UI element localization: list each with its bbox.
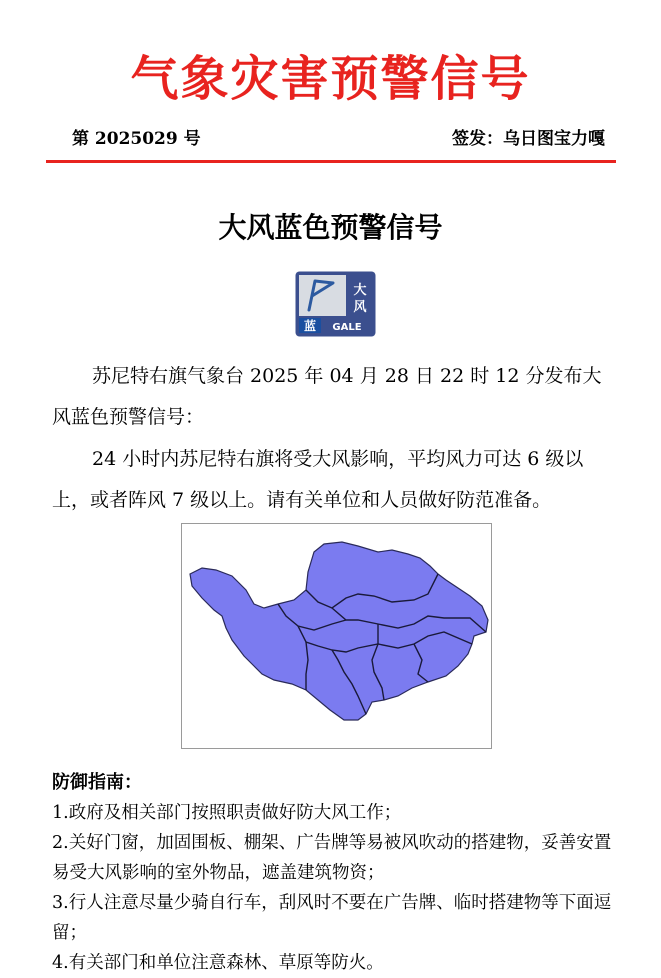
badge-level: 蓝: [303, 319, 317, 333]
warning-paragraph-2: 24 小时内苏尼特右旗将受大风影响，平均风力可达 6 级以上，或者阵风 7 级以上。请有关单位和人员做好防范准备。: [52, 448, 584, 511]
badge-char-top: 大: [353, 283, 367, 298]
warning-paragraph-1: 苏尼特右旗气象台 2025 年 04 月 28 日 22 时 12 分发布大风蓝色预警信号：: [52, 365, 602, 428]
badge-english: GALE: [332, 322, 362, 333]
guide-item: 2.关好门窗，加固围板、棚架、广告牌等易被风吹动的搭建物，妥善安置易受大风影响的室外物品，遮盖建筑物资；: [52, 833, 612, 883]
guide-item: 1.政府及相关部门按照职责做好防大风工作；: [52, 803, 402, 823]
region-outline: [190, 542, 488, 720]
document-title: 气象灾害预警信号: [130, 51, 531, 107]
guide-item: 4.有关部门和单位注意森林、草原等防火。: [52, 953, 384, 973]
red-divider: [46, 160, 616, 163]
signer: 签发：乌日图宝力嘎: [452, 129, 605, 149]
gale-warning-badge: [295, 271, 376, 337]
warning-title: 大风蓝色预警信号: [218, 211, 443, 244]
defense-guide-list: [52, 798, 612, 978]
badge-char-bottom: 风: [353, 300, 367, 315]
issue-number: 第 2025029 号: [72, 129, 201, 149]
defense-guide-heading: 防御指南：: [52, 772, 142, 793]
guide-item: 3.行人注意尽量少骑自行车，刮风时不要在广告牌、临时搭建物等下面逗留；: [52, 893, 612, 943]
region-map: [181, 523, 492, 749]
